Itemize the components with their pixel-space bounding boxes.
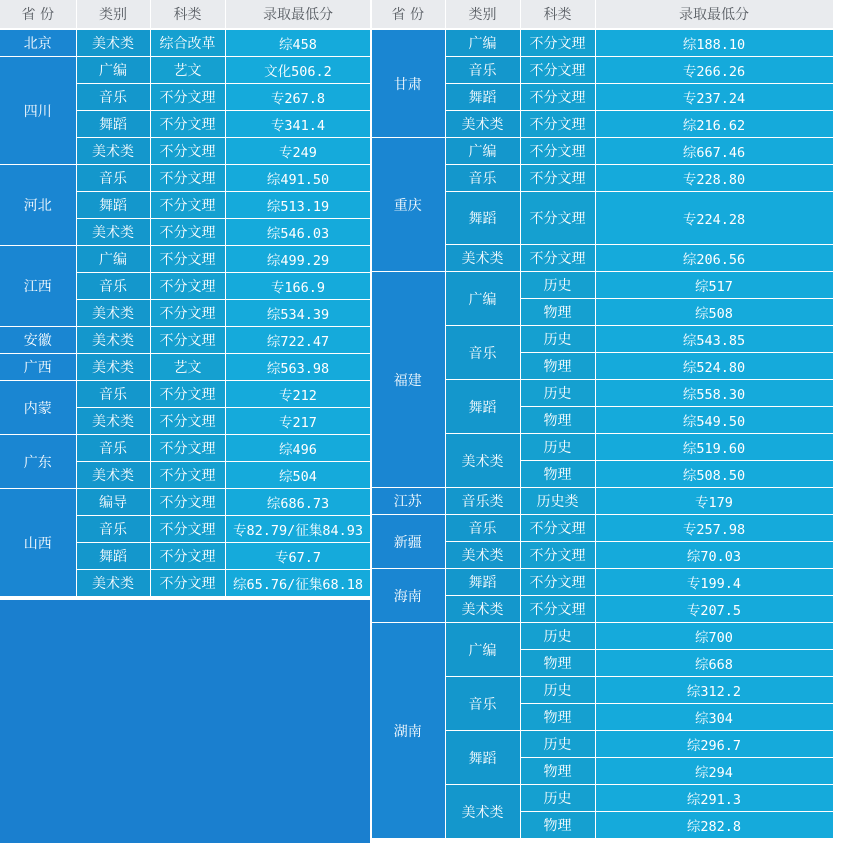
subject-cell: 不分文理 [150,543,225,570]
table-row [0,354,371,381]
category-cell: 美术类 [76,408,150,435]
province-cell: 江西 [0,246,76,327]
table-row [0,327,371,354]
score-cell: 综519.60 [595,434,833,461]
category-cell: 美术类 [76,300,150,327]
subject-cell: 物理 [520,407,595,434]
table-row [0,246,371,273]
subject-cell: 不分文理 [150,570,225,597]
header-province: 省 份 [0,0,76,29]
category-cell: 舞蹈 [76,192,150,219]
score-cell: 综722.47 [225,327,371,354]
category-cell: 美术类 [76,570,150,597]
table-row [371,488,833,515]
subject-cell: 不分文理 [150,219,225,246]
category-cell: 美术类 [445,111,520,138]
subject-cell: 不分文理 [150,192,225,219]
table-row [371,29,833,57]
category-cell: 舞蹈 [445,192,520,245]
score-cell: 专257.98 [595,515,833,542]
province-cell: 福建 [371,272,445,488]
category-cell: 音乐 [445,165,520,192]
category-cell: 广编 [445,138,520,165]
score-cell: 综188.10 [595,29,833,57]
province-cell: 重庆 [371,138,445,272]
subject-cell: 历史 [520,434,595,461]
score-cell: 综508.50 [595,461,833,488]
score-cell: 综65.76/征集68.18 [225,570,371,597]
score-cell: 专212 [225,381,371,408]
category-cell: 舞蹈 [445,380,520,434]
subject-cell: 物理 [520,812,595,839]
category-cell: 音乐 [445,326,520,380]
category-cell: 舞蹈 [445,569,520,596]
subject-cell: 不分文理 [520,57,595,84]
subject-cell: 不分文理 [150,462,225,489]
subject-cell: 不分文理 [150,246,225,273]
header-row [0,0,371,29]
score-cell: 综496 [225,435,371,462]
score-cell: 专82.79/征集84.93 [225,516,371,543]
subject-cell: 不分文理 [520,245,595,272]
category-cell: 广编 [76,246,150,273]
province-cell: 湖南 [371,623,445,839]
subject-cell: 历史 [520,731,595,758]
category-cell: 美术类 [445,596,520,623]
score-cell: 专267.8 [225,84,371,111]
subject-cell: 不分文理 [150,435,225,462]
subject-cell: 不分文理 [150,273,225,300]
subject-cell: 不分文理 [520,111,595,138]
subject-cell: 历史 [520,380,595,407]
admission-table-right [371,0,834,839]
subject-cell: 历史 [520,623,595,650]
province-cell: 山西 [0,489,76,597]
subject-cell: 不分文理 [520,138,595,165]
category-cell: 美术类 [76,138,150,165]
score-cell: 综534.39 [225,300,371,327]
score-cell: 专341.4 [225,111,371,138]
score-cell: 综546.03 [225,219,371,246]
score-cell: 综304 [595,704,833,731]
admission-table-left [0,0,372,597]
score-cell: 综543.85 [595,326,833,353]
subject-cell: 物理 [520,650,595,677]
subject-cell: 艺文 [150,57,225,84]
category-cell: 广编 [445,29,520,57]
table-row [0,57,371,84]
subject-cell: 不分文理 [520,515,595,542]
province-cell: 江苏 [371,488,445,515]
category-cell: 美术类 [76,219,150,246]
subject-cell: 物理 [520,461,595,488]
subject-cell: 不分文理 [150,381,225,408]
score-cell: 综686.73 [225,489,371,516]
subject-cell: 不分文理 [520,29,595,57]
score-cell: 专224.28 [595,192,833,245]
subject-cell: 不分文理 [150,300,225,327]
score-cell: 综504 [225,462,371,489]
category-cell: 音乐 [445,515,520,542]
table-divider [370,0,372,843]
score-cell: 专266.26 [595,57,833,84]
header-category: 类别 [445,0,520,29]
score-cell: 综517 [595,272,833,299]
province-cell: 广西 [0,354,76,381]
header-row [371,0,833,29]
score-cell: 专237.24 [595,84,833,111]
score-cell: 专207.5 [595,596,833,623]
category-cell: 美术类 [76,462,150,489]
subject-cell: 不分文理 [150,408,225,435]
score-cell: 专249 [225,138,371,165]
category-cell: 音乐 [76,273,150,300]
subject-cell: 不分文理 [150,327,225,354]
category-cell: 美术类 [445,785,520,839]
province-cell: 甘肃 [371,29,445,138]
score-cell: 综508 [595,299,833,326]
table-row [0,381,371,408]
subject-cell: 不分文理 [150,84,225,111]
score-cell: 综563.98 [225,354,371,381]
subject-cell: 艺文 [150,354,225,381]
subject-cell: 不分文理 [150,489,225,516]
subject-cell: 不分文理 [520,596,595,623]
score-cell: 综312.2 [595,677,833,704]
category-cell: 音乐 [76,516,150,543]
category-cell: 美术类 [445,434,520,488]
category-cell: 美术类 [445,245,520,272]
subject-cell: 历史 [520,272,595,299]
score-cell: 综294 [595,758,833,785]
subject-cell: 不分文理 [150,516,225,543]
subject-cell: 不分文理 [520,569,595,596]
category-cell: 音乐 [76,381,150,408]
header-subject: 科类 [520,0,595,29]
category-cell: 舞蹈 [76,111,150,138]
category-cell: 舞蹈 [445,84,520,111]
score-cell: 综491.50 [225,165,371,192]
category-cell: 音乐 [445,677,520,731]
score-cell: 综296.7 [595,731,833,758]
province-cell: 四川 [0,57,76,165]
right-table-body [371,29,833,839]
score-cell: 综700 [595,623,833,650]
subject-cell: 不分文理 [520,165,595,192]
score-cell: 综667.46 [595,138,833,165]
score-cell: 综524.80 [595,353,833,380]
table-row [0,489,371,516]
table-row [371,623,833,650]
table-row [371,569,833,596]
table-row [371,138,833,165]
header-min-score: 录取最低分 [225,0,371,29]
category-cell: 广编 [445,272,520,326]
table-row [371,272,833,299]
score-cell: 综206.56 [595,245,833,272]
score-cell: 专217 [225,408,371,435]
score-cell: 专228.80 [595,165,833,192]
score-cell: 综499.29 [225,246,371,273]
score-cell: 专166.9 [225,273,371,300]
score-cell: 专179 [595,488,833,515]
subject-cell: 不分文理 [150,165,225,192]
score-cell: 专199.4 [595,569,833,596]
header-province: 省 份 [371,0,445,29]
category-cell: 舞蹈 [445,731,520,785]
score-cell: 综549.50 [595,407,833,434]
category-cell: 编导 [76,489,150,516]
subject-cell: 不分文理 [150,138,225,165]
category-cell: 美术类 [445,542,520,569]
table-row [0,435,371,462]
left-background-fill [0,600,371,843]
subject-cell: 历史 [520,785,595,812]
score-cell: 综668 [595,650,833,677]
score-cell: 综458 [225,29,371,57]
table-row [371,515,833,542]
header-subject: 科类 [150,0,225,29]
category-cell: 广编 [76,57,150,84]
category-cell: 美术类 [76,29,150,57]
subject-cell: 不分文理 [150,111,225,138]
score-cell: 专67.7 [225,543,371,570]
subject-cell: 不分文理 [520,192,595,245]
category-cell: 音乐 [76,84,150,111]
category-cell: 音乐类 [445,488,520,515]
category-cell: 美术类 [76,327,150,354]
province-cell: 河北 [0,165,76,246]
category-cell: 美术类 [76,354,150,381]
score-cell: 综558.30 [595,380,833,407]
subject-cell: 历史 [520,326,595,353]
score-cell: 综70.03 [595,542,833,569]
category-cell: 广编 [445,623,520,677]
subject-cell: 物理 [520,704,595,731]
province-cell: 广东 [0,435,76,489]
subject-cell: 物理 [520,299,595,326]
category-cell: 音乐 [76,165,150,192]
category-cell: 音乐 [445,57,520,84]
subject-cell: 历史 [520,677,595,704]
province-cell: 内蒙 [0,381,76,435]
table-row [0,165,371,192]
subject-cell: 不分文理 [520,84,595,111]
subject-cell: 综合改革 [150,29,225,57]
province-cell: 新疆 [371,515,445,569]
province-cell: 北京 [0,29,76,57]
province-cell: 安徽 [0,327,76,354]
score-cell: 综282.8 [595,812,833,839]
score-cell: 综216.62 [595,111,833,138]
subject-cell: 物理 [520,758,595,785]
header-category: 类别 [76,0,150,29]
score-cell: 综513.19 [225,192,371,219]
category-cell: 音乐 [76,435,150,462]
table-row [0,29,371,57]
subject-cell: 历史类 [520,488,595,515]
score-cell: 文化506.2 [225,57,371,84]
left-table-body [0,29,371,597]
subject-cell: 物理 [520,353,595,380]
province-cell: 海南 [371,569,445,623]
header-min-score: 录取最低分 [595,0,833,29]
category-cell: 舞蹈 [76,543,150,570]
subject-cell: 不分文理 [520,542,595,569]
score-cell: 综291.3 [595,785,833,812]
